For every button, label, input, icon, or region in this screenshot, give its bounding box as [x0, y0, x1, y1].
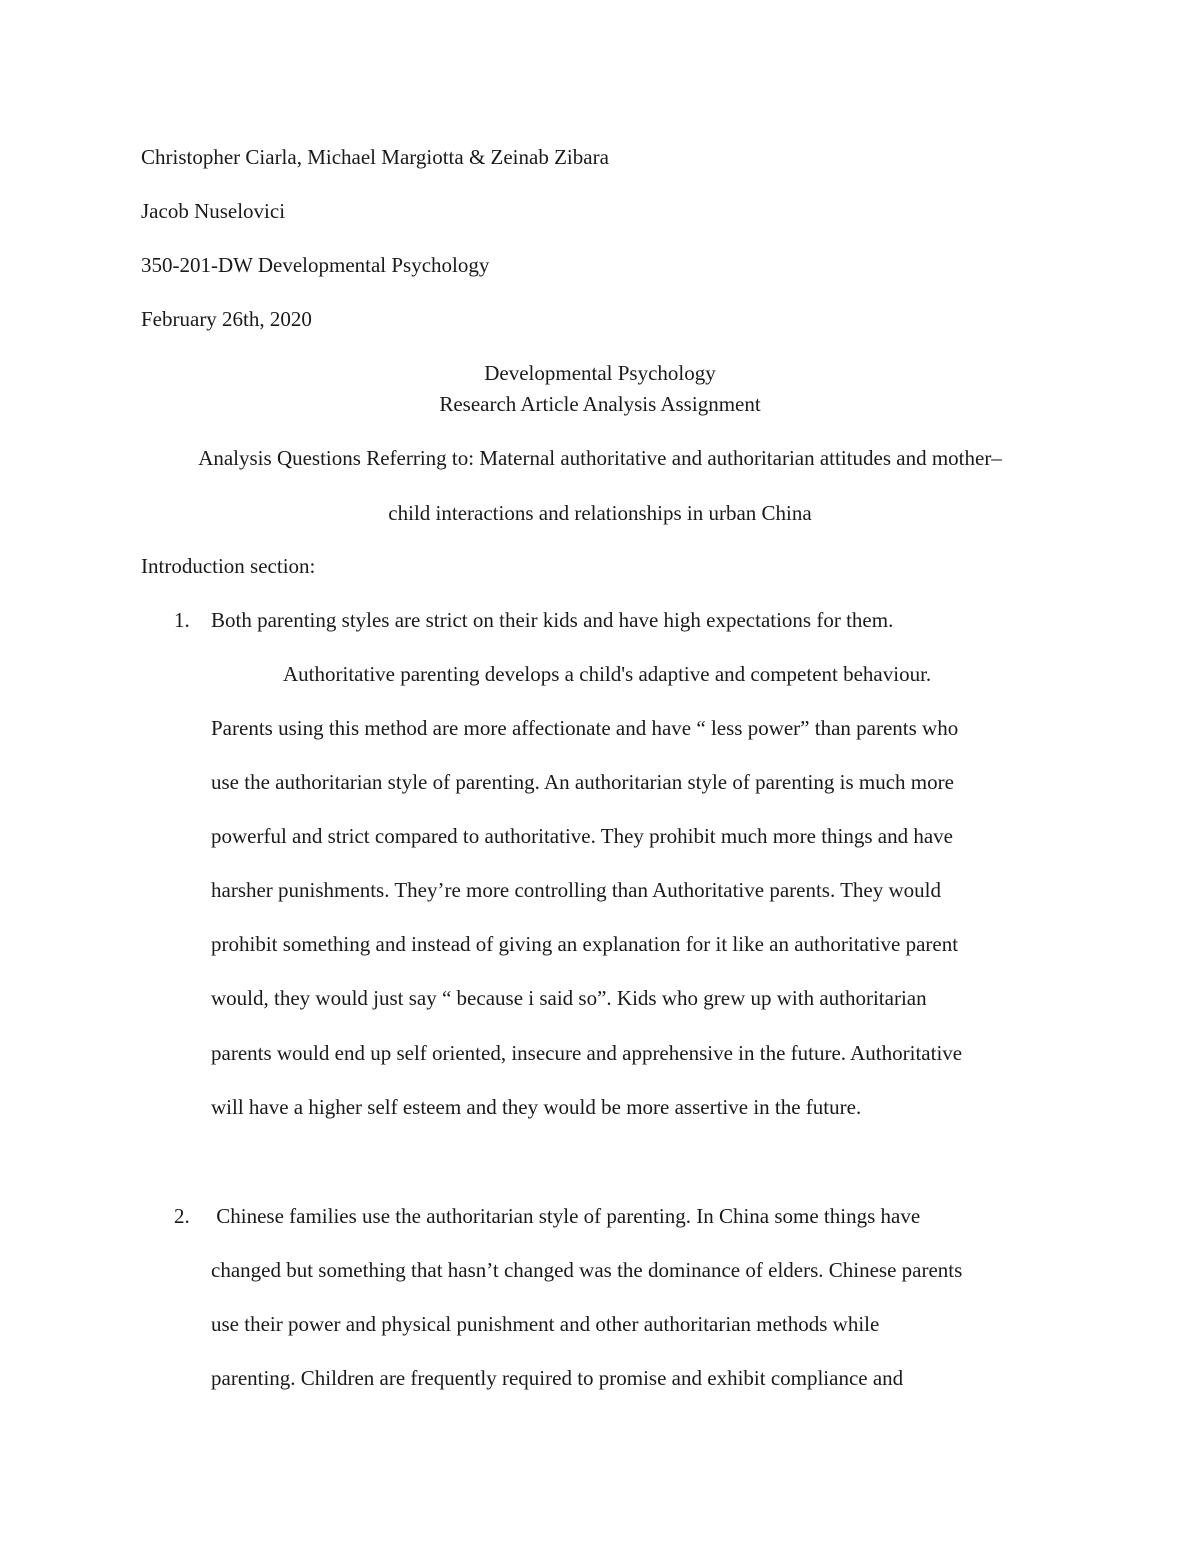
course-name: 350-201-DW Developmental Psychology — [141, 253, 490, 277]
article-reference-line-2: child interactions and relationships in urban China — [388, 501, 812, 525]
answer-line: Both parenting styles are strict on their kids and have high expectations for them. — [211, 608, 894, 632]
answer-number: 2. — [174, 1204, 190, 1228]
answer-number: 1. — [174, 608, 190, 632]
answer-line: Chinese families use the authoritarian style of parenting. In China some things have — [211, 1204, 921, 1228]
answer-line: Authoritative parenting develops a child's adaptive and competent behaviour. — [283, 662, 932, 686]
author-names: Christopher Ciarla, Michael Margiotta & Zeinab Zibara — [141, 145, 609, 169]
submission-date: February 26th, 2020 — [141, 307, 312, 331]
answer-line: changed but something that hasn’t changed was the dominance of elders. Chinese parents — [211, 1258, 963, 1282]
document-title: Developmental Psychology — [484, 361, 716, 385]
answer-line: use the authoritarian style of parenting. An authoritarian style of parenting is much more — [211, 770, 954, 794]
instructor-name: Jacob Nuselovici — [141, 199, 286, 223]
answer-line: will have a higher self esteem and they would be more assertive in the future. — [211, 1095, 862, 1119]
answer-line: would, they would just say “ because i said so”. Kids who grew up with authoritarian — [211, 986, 927, 1010]
answer-line: harsher punishments. They’re more controlling than Authoritative parents. They would — [211, 878, 941, 902]
answer-line: parenting. Children are frequently required to promise and exhibit compliance and — [211, 1366, 904, 1390]
answer-line: prohibit something and instead of giving an explanation for it like an authoritative parent — [211, 932, 959, 956]
answer-line: use their power and physical punishment and other authoritarian methods while — [211, 1312, 880, 1336]
answer-line: Parents using this method are more affectionate and have “ less power” than parents who — [211, 716, 959, 740]
answer-line: parents would end up self oriented, insecure and apprehensive in the future. Authoritative — [211, 1041, 963, 1065]
article-reference-line-1: Analysis Questions Referring to: Maternal authoritative and authoritarian attitudes and mother– — [198, 446, 1002, 470]
document-title-secondary: Research Article Analysis Assignment — [439, 392, 761, 416]
section-heading: Introduction section: — [141, 554, 316, 578]
answer-line: powerful and strict compared to authoritative. They prohibit much more things and have — [211, 824, 953, 848]
